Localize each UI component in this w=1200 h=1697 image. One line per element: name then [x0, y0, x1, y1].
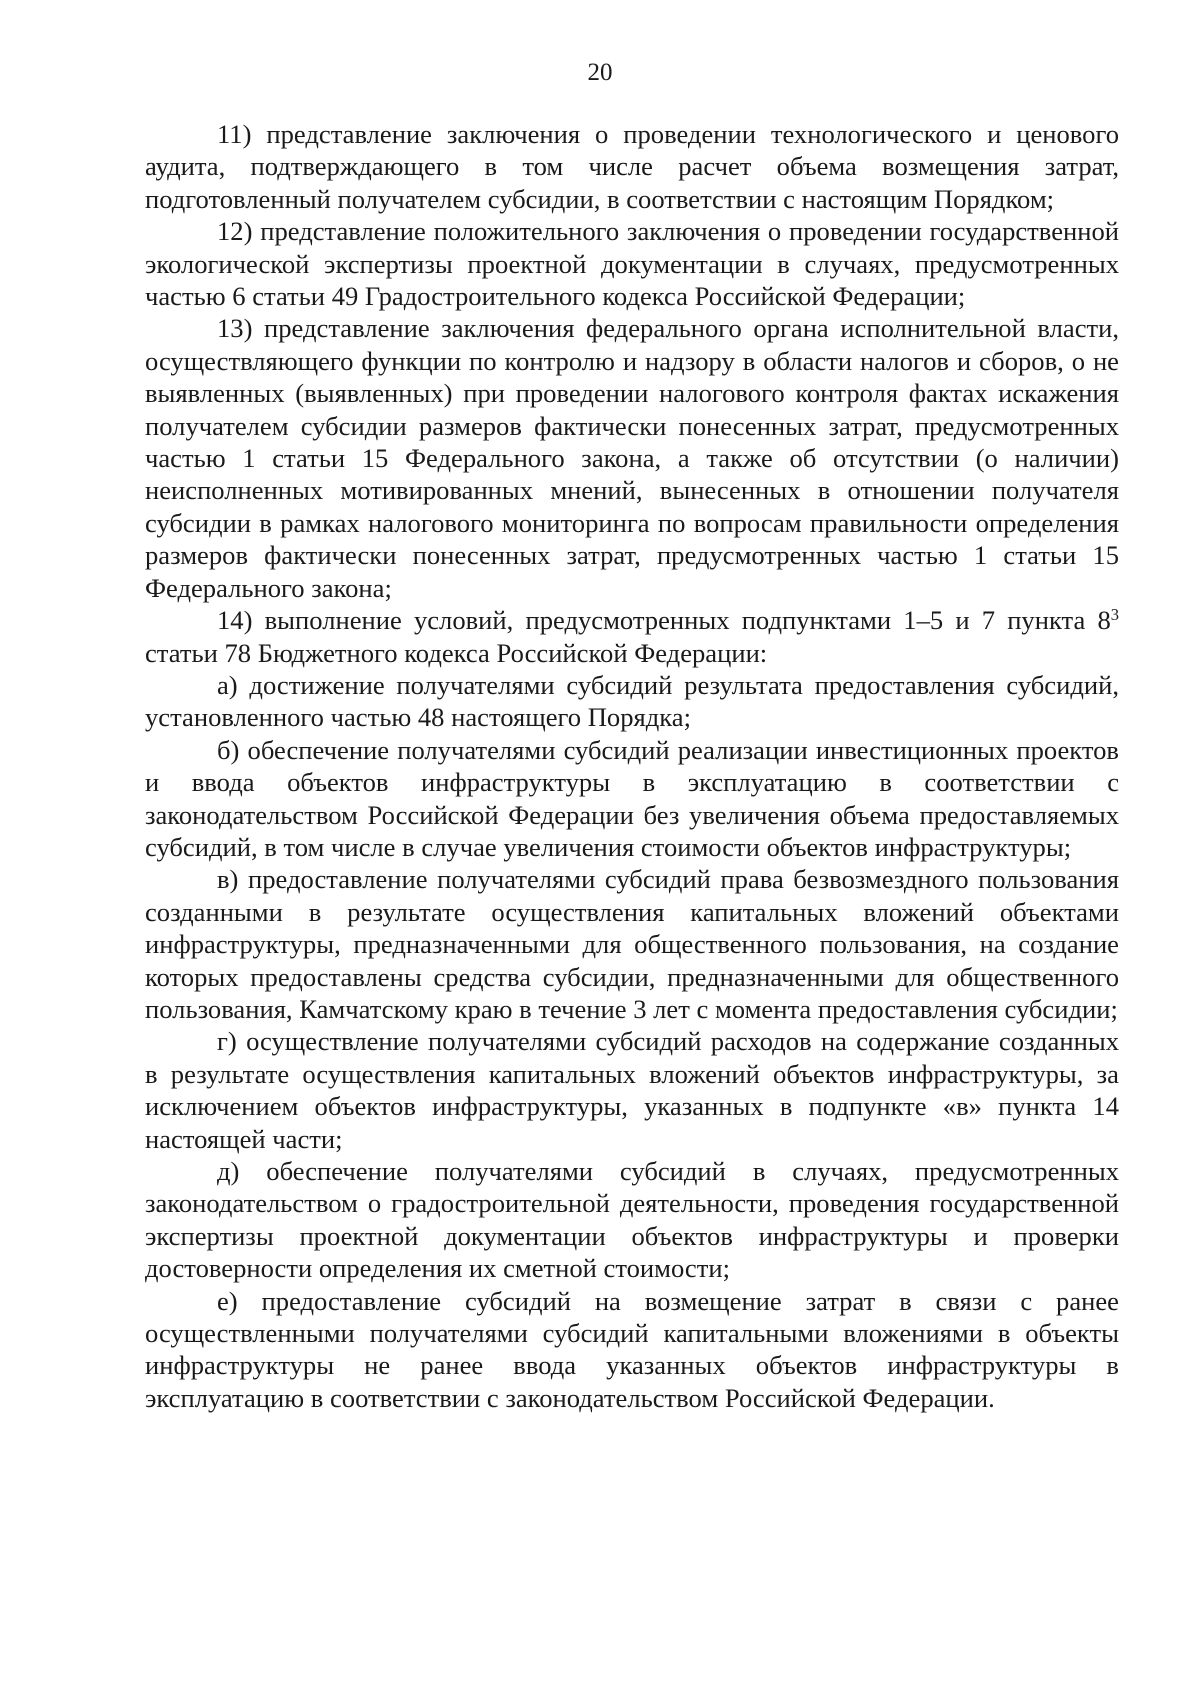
subparagraph-g: г) осуществление получателями субсидий расходов на содержание созданных в результате осуществления капитальных вложений объектов инфраструктуры, за исключением объектов инфраструктуры, указанных в подпункте «в» пункта 14 настоящей части; — [145, 1026, 1119, 1154]
document-body — [145, 118, 1119, 1414]
paragraph-item-14 — [145, 604, 1119, 669]
subparagraph-a: а) достижение получателями субсидий результата предоставления субсидий, установленного частью 48 настоящего Порядка; — [145, 669, 1119, 733]
subparagraph-b: б) обеспечение получателями субсидий реализации инвестиционных проектов и ввода объектов инфраструктуры в эксплуатацию в соответствии с законодательством Российской Федерации без увеличения объема предоставляемых субсидий, в том числе в случае увеличения стоимости объектов инфраструктуры; — [145, 734, 1119, 862]
subparagraph-d: д) обеспечение получателями субсидий в случаях, предусмотренных законодательством о градостроительной деятельности, проведения государственной экспертизы проектной документации объектов инфраструктуры и проверки достоверности определения их сметной стоимости; — [145, 1156, 1119, 1284]
paragraph-text: статьи 78 Бюджетного кодекса Российской Федерации: — [145, 637, 768, 668]
paragraph-text: 14) выполнение условий, предусмотренных подпунктами 1–5 и 7 пункта 8 — [217, 605, 1111, 636]
paragraph-item-12: 12) представление положительного заключения о проведении государственной экологической экспертизы проектной документации в случаях, предусмотренных частью 6 статьи 49 Градостроительного кодекса Российской Федерации; — [145, 216, 1119, 312]
page-number: 20 — [587, 59, 613, 86]
paragraph-item-11: 11) представление заключения о проведении технологического и ценового аудита, подтверждающего в том числе расчет объема возмещения затрат, подготовленный получателем субсидии, в соответствии с настоящим Порядком; — [145, 119, 1119, 214]
subparagraph-v: в) предоставление получателями субсидий права безвозмездного пользования созданными в результате осуществления капитальных вложений объектами инфраструктуры, предназначенными для общественного пользования, на создание которых предоставлены средства субсидии, предназначенными для общественного пользования, Камчатскому краю в течение 3 лет с момента предоставления субсидии; — [145, 864, 1119, 1024]
paragraph-item-13: 13) представление заключения федерального органа исполнительной власти, осуществляющего функции по контролю и надзору в области налогов и сборов, о не выявленных (выявленных) при проведении налогового контроля фактах искажения получателем субсидии размеров фактически понесенных затрат, предусмотренных частью 1 статьи 15 Федерального закона, а также об отсутствии (о наличии) неисполненных мотивированных мнений, вынесенных в отношении получателя субсидии в рамках налогового мониторинга по вопросам правильности определения размеров фактически понесенных затрат, предусмотренных частью 1 статьи 15 Федерального закона; — [145, 313, 1119, 603]
superscript: 3 — [1110, 605, 1119, 625]
subparagraph-e: е) предоставление субсидий на возмещение затрат в связи с ранее осуществленными получателями субсидий капитальными вложениями в объекты инфраструктуры не ранее ввода указанных объектов инфраструктуры в эксплуатацию в соответствии с законодательством Российской Федерации. — [145, 1285, 1119, 1413]
